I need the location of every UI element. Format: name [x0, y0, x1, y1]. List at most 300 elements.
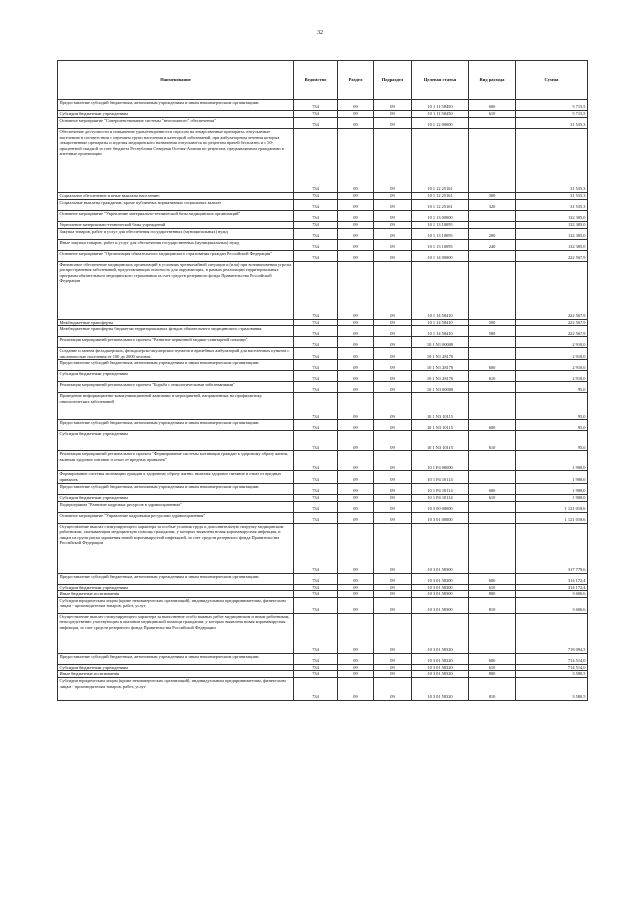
row-subsection: 09: [374, 326, 412, 337]
row-name: Межбюджетные трансферты бюджетам территориальных фондов обязательного медицинского страхования: [58, 326, 294, 337]
row-section: 09: [338, 228, 374, 239]
row-expense-type: [469, 348, 516, 360]
row-expense-type: 810: [469, 597, 516, 613]
row-amount: 1 121 018,6: [516, 512, 588, 523]
row-subsection: 09: [374, 221, 412, 228]
row-amount: 3 580,5: [516, 677, 588, 700]
row-name: Осуществление выплат стимулирующего характера за особые условия труда и дополнительную нагрузку медицинским работникам, оказывающим медицинскую помощь гражданам, у которых выявлена новая коронавирусная инфекция, и лицам из групп риска заражения новой коронавирусной инфекцией, за счет средств резервного фонда Правительства Российской Федерации: [58, 523, 294, 573]
row-subsection: 09: [374, 501, 412, 512]
row-department: 734: [294, 382, 338, 393]
row-section: 09: [338, 199, 374, 210]
row-section: 09: [338, 451, 374, 471]
row-name: Субсидии бюджетным учреждениям: [58, 111, 294, 118]
row-subsection: 09: [374, 494, 412, 501]
row-target-article: 10 1 N1 28170: [412, 371, 469, 382]
row-target-article: 10 1 N3 10115: [412, 393, 469, 420]
row-subsection: 09: [374, 677, 412, 700]
row-amount: 1 900,0: [516, 483, 588, 494]
row-target-article: 10 1 11 58450: [412, 111, 469, 118]
row-amount: 222 567,9: [516, 250, 588, 261]
row-section: 09: [338, 671, 374, 678]
table-row: [58, 337, 588, 348]
table-row: [58, 118, 588, 129]
row-target-article: 10 1 13 00000: [412, 210, 469, 221]
row-name: Основное мероприятие "Укрепление материально-технической базы медицинских организаций": [58, 210, 294, 221]
row-department: 734: [294, 261, 338, 319]
row-expense-type: 600: [469, 653, 516, 664]
header-name: Наименование: [58, 61, 294, 100]
row-amount: 714 514,0: [516, 653, 588, 664]
row-name: Реализация мероприятий регионального проекта "Формирование системы мотивации граждан к здоровому образу жизни, включая здоровое питание и отказ от вредных привычек": [58, 451, 294, 471]
row-department: 734: [294, 100, 338, 111]
row-expense-type: [469, 129, 516, 193]
row-section: 09: [338, 319, 374, 326]
row-section: 09: [338, 326, 374, 337]
row-amount: 718 094,5: [516, 613, 588, 653]
row-department: 734: [294, 677, 338, 700]
row-subsection: 09: [374, 471, 412, 483]
row-section: 09: [338, 471, 374, 483]
row-target-article: 10 1 N1 28170: [412, 360, 469, 371]
row-target-article: 10 1 N1 28170: [412, 348, 469, 360]
row-name: Иные закупки товаров, работ и услуг для обеспечения государственных (муниципальных) нужд: [58, 239, 294, 250]
row-subsection: 09: [374, 118, 412, 129]
row-target-article: 10 1 N3 10115: [412, 431, 469, 451]
row-section: 09: [338, 512, 374, 523]
row-department: 734: [294, 348, 338, 360]
table-row: [58, 573, 588, 584]
row-subsection: 09: [374, 591, 412, 598]
row-department: 734: [294, 228, 338, 239]
row-expense-type: [469, 382, 516, 393]
row-name: Субсидии бюджетным учреждениям: [58, 584, 294, 591]
row-expense-type: 600: [469, 420, 516, 431]
row-name: Предоставление субсидий бюджетным, автономным учреждениям и иным некоммерческим организациям: [58, 360, 294, 371]
row-expense-type: [469, 613, 516, 653]
table-row: [58, 239, 588, 250]
row-expense-type: 200: [469, 228, 516, 239]
row-target-article: 10 1 12 00000: [412, 118, 469, 129]
row-name: Основное мероприятие "Управление кадровыми ресурсами здравоохранения": [58, 512, 294, 523]
row-expense-type: [469, 523, 516, 573]
row-department: 734: [294, 483, 338, 494]
row-subsection: 09: [374, 348, 412, 360]
row-expense-type: 300: [469, 193, 516, 200]
row-section: 09: [338, 613, 374, 653]
row-section: 09: [338, 239, 374, 250]
row-name: Подпрограмма "Развитие кадровых ресурсов в здравоохранении": [58, 501, 294, 512]
row-expense-type: 500: [469, 319, 516, 326]
row-target-article: 10 3 01 58300: [412, 523, 469, 573]
row-department: 734: [294, 494, 338, 501]
row-section: 09: [338, 420, 374, 431]
row-section: 09: [338, 591, 374, 598]
header-amount: Сумма: [516, 61, 588, 100]
table-row: [58, 221, 588, 228]
row-expense-type: [469, 210, 516, 221]
row-department: 734: [294, 573, 338, 584]
row-amount: 132 385,0: [516, 228, 588, 239]
row-name: Иные бюджетные ассигнования: [58, 671, 294, 678]
table-row: [58, 129, 588, 193]
row-section: 09: [338, 573, 374, 584]
table-row: [58, 431, 588, 451]
row-amount: 95,0: [516, 431, 588, 451]
row-amount: 2 910,0: [516, 371, 588, 382]
row-name: Закупка товаров, работ и услуг для обеспечения государственных (муниципальных) нужд: [58, 228, 294, 239]
row-name: Осуществление выплат стимулирующего характера за выполнение особо важных работ медицинским и иным работникам, непосредственно участвующим в оказании медицинской помощи гражданам, у которых выявлена новая коронавирусная инфекция, за счет средств резервного фонда Правительства Российской Федерации: [58, 613, 294, 653]
row-section: 09: [338, 523, 374, 573]
table-row: [58, 653, 588, 664]
table-header-row: [58, 61, 588, 100]
row-amount: 222 567,9: [516, 261, 588, 319]
row-amount: 5 715,5: [516, 111, 588, 118]
row-subsection: 09: [374, 420, 412, 431]
table-row: [58, 677, 588, 700]
row-section: 09: [338, 118, 374, 129]
row-amount: 5 715,5: [516, 100, 588, 111]
row-subsection: 09: [374, 319, 412, 326]
row-expense-type: 610: [469, 111, 516, 118]
row-section: 09: [338, 597, 374, 613]
row-section: 09: [338, 261, 374, 319]
row-section: 09: [338, 483, 374, 494]
row-amount: 1 900,0: [516, 471, 588, 483]
row-target-article: 10 1 N3 00000: [412, 382, 469, 393]
header-subsection: Подраздел: [374, 61, 412, 100]
row-amount: 2 910,0: [516, 360, 588, 371]
row-department: 734: [294, 471, 338, 483]
row-amount: 31 535,3: [516, 118, 588, 129]
row-amount: 3 580,5: [516, 671, 588, 678]
row-target-article: 10 1 P4 00000: [412, 451, 469, 471]
row-expense-type: [469, 451, 516, 471]
table-row: [58, 512, 588, 523]
row-name: Иные бюджетные ассигнования: [58, 591, 294, 598]
row-expense-type: 240: [469, 239, 516, 250]
header-expense-type: Вид расхода: [469, 61, 516, 100]
row-amount: 132 385,0: [516, 239, 588, 250]
row-subsection: 09: [374, 573, 412, 584]
row-expense-type: 610: [469, 584, 516, 591]
table-row: [58, 501, 588, 512]
row-section: 09: [338, 653, 374, 664]
table-row: [58, 100, 588, 111]
table-row: [58, 671, 588, 678]
row-subsection: 09: [374, 393, 412, 420]
table-row: [58, 523, 588, 573]
row-target-article: 10 1 12 25161: [412, 129, 469, 193]
row-subsection: 09: [374, 382, 412, 393]
row-department: 734: [294, 111, 338, 118]
row-target-article: 10 3 01 58300: [412, 573, 469, 584]
row-section: 09: [338, 250, 374, 261]
table-row: [58, 326, 588, 337]
row-department: 734: [294, 393, 338, 420]
row-target-article: 10 1 13 10095: [412, 228, 469, 239]
row-target-article: 10 1 13 10095: [412, 239, 469, 250]
row-target-article: 10 1 P4 10114: [412, 471, 469, 483]
row-subsection: 09: [374, 523, 412, 573]
row-amount: 2 910,0: [516, 337, 588, 348]
row-subsection: 09: [374, 613, 412, 653]
row-amount: 2 910,0: [516, 348, 588, 360]
row-subsection: 09: [374, 360, 412, 371]
table-row: [58, 371, 588, 382]
row-amount: 1 121 018,6: [516, 501, 588, 512]
row-subsection: 09: [374, 239, 412, 250]
row-department: 734: [294, 591, 338, 598]
row-subsection: 09: [374, 483, 412, 494]
row-expense-type: 600: [469, 360, 516, 371]
table-row: [58, 193, 588, 200]
row-section: 09: [338, 360, 374, 371]
table-row: [58, 319, 588, 326]
row-name: Реализация мероприятий регионального проекта "Борьба с онкологическими заболеваниями": [58, 382, 294, 393]
page-number: 32: [317, 30, 323, 36]
row-amount: 132 385,0: [516, 221, 588, 228]
row-amount: 95,0: [516, 382, 588, 393]
row-target-article: 10 3 01 58300: [412, 591, 469, 598]
row-department: 734: [294, 221, 338, 228]
table-row: [58, 483, 588, 494]
row-name: Предоставление субсидий бюджетным, автономным учреждениям и иным некоммерческим организациям: [58, 420, 294, 431]
row-subsection: 09: [374, 193, 412, 200]
row-expense-type: 320: [469, 199, 516, 210]
row-subsection: 09: [374, 371, 412, 382]
table-row: [58, 664, 588, 671]
row-department: 734: [294, 129, 338, 193]
row-section: 09: [338, 129, 374, 193]
row-target-article: 10 1 14 58410: [412, 326, 469, 337]
row-expense-type: 610: [469, 431, 516, 451]
row-department: 734: [294, 584, 338, 591]
row-section: 09: [338, 664, 374, 671]
row-name: Социальное обеспечение и иные выплаты населению: [58, 193, 294, 200]
row-department: 734: [294, 239, 338, 250]
row-department: 734: [294, 523, 338, 573]
table-row: [58, 348, 588, 360]
row-name: Субсидии юридическим лицам (кроме некоммерческих организаций), индивидуальным предпринимателям, физическим лицам - производителям товаров, работ, услуг: [58, 677, 294, 700]
row-expense-type: [469, 261, 516, 319]
row-subsection: 09: [374, 451, 412, 471]
row-department: 734: [294, 613, 338, 653]
row-department: 734: [294, 210, 338, 221]
table-row: [58, 393, 588, 420]
row-section: 09: [338, 431, 374, 451]
row-expense-type: [469, 118, 516, 129]
row-section: 09: [338, 210, 374, 221]
row-amount: 1 900,0: [516, 451, 588, 471]
row-subsection: 09: [374, 261, 412, 319]
row-department: 734: [294, 451, 338, 471]
row-department: 734: [294, 420, 338, 431]
row-expense-type: [469, 221, 516, 228]
budget-table: [57, 60, 588, 701]
table-row: [58, 591, 588, 598]
row-expense-type: [469, 501, 516, 512]
table-row: [58, 261, 588, 319]
table-row: [58, 451, 588, 471]
row-expense-type: 600: [469, 483, 516, 494]
header-department: Ведомство: [294, 61, 338, 100]
row-amount: 314 172,4: [516, 573, 588, 584]
table-row: [58, 382, 588, 393]
row-subsection: 09: [374, 512, 412, 523]
row-expense-type: [469, 393, 516, 420]
row-subsection: 09: [374, 431, 412, 451]
row-target-article: 10 3 01 58320: [412, 677, 469, 700]
row-target-article: 10 1 12 25161: [412, 193, 469, 200]
table-row: [58, 111, 588, 118]
row-section: 09: [338, 677, 374, 700]
row-section: 09: [338, 382, 374, 393]
row-expense-type: [469, 250, 516, 261]
row-department: 734: [294, 118, 338, 129]
table-row: [58, 471, 588, 483]
table-row: [58, 584, 588, 591]
row-target-article: 10 3 01 58320: [412, 653, 469, 664]
row-subsection: 09: [374, 199, 412, 210]
row-department: 734: [294, 193, 338, 200]
row-name: Субсидии бюджетным учреждениям: [58, 371, 294, 382]
row-name: Формирование системы мотивации граждан к здоровому образу жизни, включая здоровое питание и отказ от вредных привычек: [58, 471, 294, 483]
row-department: 734: [294, 360, 338, 371]
row-amount: 132 385,0: [516, 210, 588, 221]
row-name: Создание и замена фельдшерских, фельдшерско-акушерских пунктов и врачебных амбулаторий для населенных пунктов с численностью населения от 100 до 2000 человек: [58, 348, 294, 360]
row-subsection: 09: [374, 100, 412, 111]
row-name: Предоставление субсидий бюджетным, автономным учреждениям и иным некоммерческим организациям: [58, 100, 294, 111]
header-target-article: Целевая статья: [412, 61, 469, 100]
row-expense-type: 610: [469, 664, 516, 671]
row-department: 734: [294, 431, 338, 451]
row-amount: 317 779,6: [516, 523, 588, 573]
row-amount: 95,0: [516, 393, 588, 420]
row-subsection: 09: [374, 584, 412, 591]
row-amount: 714 514,0: [516, 664, 588, 671]
row-target-article: 10 1 11 58450: [412, 100, 469, 111]
row-amount: 222 567,9: [516, 319, 588, 326]
row-expense-type: 610: [469, 494, 516, 501]
row-amount: 3 606,6: [516, 591, 588, 598]
row-target-article: 10 3 01 58300: [412, 584, 469, 591]
row-department: 734: [294, 597, 338, 613]
row-name: Субсидии бюджетным учреждениям: [58, 494, 294, 501]
table-row: [58, 228, 588, 239]
row-subsection: 09: [374, 129, 412, 193]
row-department: 734: [294, 250, 338, 261]
row-department: 734: [294, 337, 338, 348]
row-amount: 1 900,0: [516, 494, 588, 501]
row-name: Финансовое обеспечение медицинских организаций в условиях чрезвычайной ситуации и (или) при возникновении угрозы распространения заболеваний, представляющих опасность для окружающих, в рамках реализации территориальных программ обязательного медицинского страхования за счет средств резервного фонда Правительства Российской Федерации: [58, 261, 294, 319]
row-subsection: 09: [374, 210, 412, 221]
table-row: [58, 199, 588, 210]
row-subsection: 09: [374, 111, 412, 118]
row-name: Реализация мероприятий регионального проекта "Развитие первичной медико-санитарной помощи": [58, 337, 294, 348]
row-name: Предоставление субсидий бюджетным, автономным учреждениям и иным некоммерческим организациям: [58, 573, 294, 584]
row-expense-type: 600: [469, 573, 516, 584]
row-name: Предоставление субсидий бюджетным, автономным учреждениям и иным некоммерческим организациям: [58, 483, 294, 494]
row-name: Укрепление материально-технической базы учреждений: [58, 221, 294, 228]
header-section: Раздел: [338, 61, 374, 100]
row-amount: 31 535,3: [516, 129, 588, 193]
row-section: 09: [338, 371, 374, 382]
row-department: 734: [294, 326, 338, 337]
row-department: 734: [294, 199, 338, 210]
row-target-article: 10 1 14 58410: [412, 261, 469, 319]
row-subsection: 09: [374, 664, 412, 671]
row-target-article: 10 3 00 00000: [412, 501, 469, 512]
row-target-article: 10 1 14 00000: [412, 250, 469, 261]
row-section: 09: [338, 393, 374, 420]
row-department: 734: [294, 371, 338, 382]
row-amount: 31 535,3: [516, 199, 588, 210]
row-expense-type: [469, 337, 516, 348]
row-target-article: 10 1 P4 10114: [412, 483, 469, 494]
row-section: 09: [338, 111, 374, 118]
row-target-article: 10 1 P4 10114: [412, 494, 469, 501]
row-section: 09: [338, 221, 374, 228]
row-target-article: 10 1 14 58410: [412, 319, 469, 326]
row-amount: 31 535,3: [516, 193, 588, 200]
row-subsection: 09: [374, 653, 412, 664]
row-department: 734: [294, 664, 338, 671]
table-row: [58, 360, 588, 371]
row-target-article: 10 3 01 58320: [412, 664, 469, 671]
row-department: 734: [294, 653, 338, 664]
row-amount: 314 172,4: [516, 584, 588, 591]
row-expense-type: [469, 471, 516, 483]
row-target-article: 10 1 12 25161: [412, 199, 469, 210]
table-row: [58, 420, 588, 431]
row-target-article: 10 3 01 00000: [412, 512, 469, 523]
row-expense-type: 800: [469, 591, 516, 598]
row-name: Субсидии юридическим лицам (кроме некоммерческих организаций), индивидуальным предпринимателям, физическим лицам - производителям товаров, работ, услуг: [58, 597, 294, 613]
row-section: 09: [338, 193, 374, 200]
row-target-article: 10 3 01 58320: [412, 613, 469, 653]
table-row: [58, 210, 588, 221]
row-expense-type: 800: [469, 671, 516, 678]
row-subsection: 09: [374, 250, 412, 261]
row-name: Субсидии бюджетным учреждениям: [58, 431, 294, 451]
table-row: [58, 597, 588, 613]
row-expense-type: 600: [469, 100, 516, 111]
row-target-article: 10 3 01 58300: [412, 597, 469, 613]
table-row: [58, 613, 588, 653]
row-section: 09: [338, 584, 374, 591]
row-section: 09: [338, 348, 374, 360]
row-subsection: 09: [374, 337, 412, 348]
row-target-article: 10 1 N3 10115: [412, 420, 469, 431]
row-department: 734: [294, 501, 338, 512]
row-amount: 222 567,9: [516, 326, 588, 337]
row-target-article: 10 1 N1 00000: [412, 337, 469, 348]
row-name: Предоставление субсидий бюджетным, автономным учреждениям и иным некоммерческим организациям: [58, 653, 294, 664]
row-name: Обеспечение доступности и повышение удовлетворенности спросом на лекарственные препараты, отпускаемые населению в соответствии с перечнем групп населения и категорий заболеваний, при амбулаторном лечении которых лекарственные препараты и изделия медицинского назначения отпускаются по рецептам врачей бесплатно и с 50-процентной скидкой за счет бюджета Республики Северная Осетия-Алания по рецептам, предъявляемым гражданами в аптечные организации: [58, 129, 294, 193]
row-section: 09: [338, 501, 374, 512]
table-row: [58, 250, 588, 261]
row-section: 09: [338, 100, 374, 111]
row-department: 734: [294, 671, 338, 678]
row-name: Проведение информационно-коммуникационной кампании и мероприятий, направленных на профилактику онкологических заболеваний: [58, 393, 294, 420]
row-name: Субсидии бюджетным учреждениям: [58, 664, 294, 671]
row-subsection: 09: [374, 597, 412, 613]
row-expense-type: 810: [469, 677, 516, 700]
row-name: Основное мероприятие "Организация обязательного медицинского страхования граждан Российской Федерации": [58, 250, 294, 261]
row-subsection: 09: [374, 671, 412, 678]
row-target-article: 10 3 01 58320: [412, 671, 469, 678]
row-expense-type: [469, 512, 516, 523]
